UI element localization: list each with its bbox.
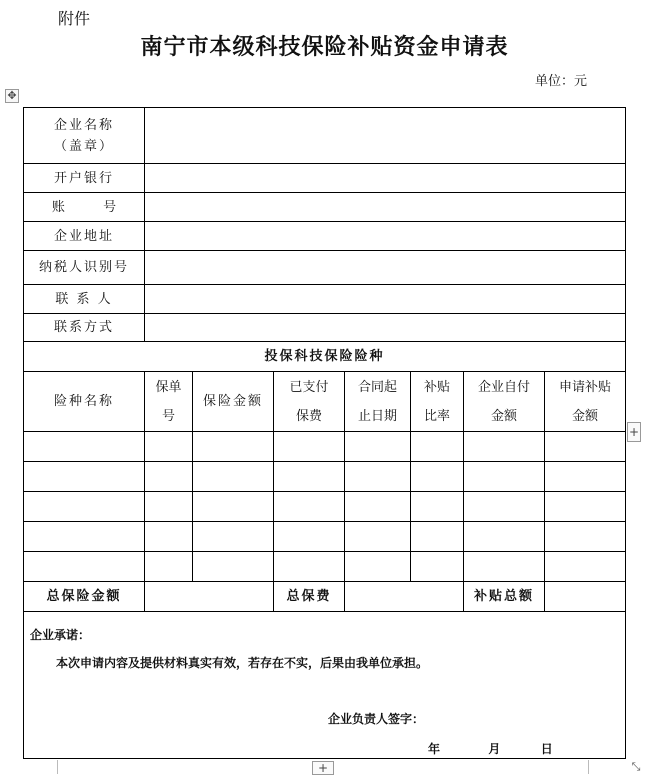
insurance-cell[interactable] [193, 522, 274, 552]
column-header-text: 比率 [423, 408, 450, 424]
insurance-cell[interactable] [274, 462, 345, 492]
insurance-cell[interactable] [545, 552, 626, 582]
date-row [428, 742, 553, 757]
column-header-text: 止日期 [357, 408, 397, 424]
account-field[interactable] [145, 193, 626, 222]
contact-method-field[interactable] [145, 314, 626, 342]
insurance-cell[interactable] [24, 432, 145, 462]
account-label-cell [24, 193, 145, 222]
page-title: 南宁市本级科技保险补贴资金申请表 [140, 34, 509, 60]
insurance-column-header [464, 372, 545, 432]
insurance-cell[interactable] [145, 552, 193, 582]
insurance-row [24, 462, 626, 492]
total-subsidy-field[interactable] [545, 582, 626, 612]
insurance-rows [24, 432, 626, 582]
company-name-field[interactable] [145, 108, 626, 164]
insurance-cell[interactable] [545, 522, 626, 552]
add-row-button[interactable] [312, 761, 334, 775]
address-label: 企业地址 [24, 222, 145, 251]
insurance-cell[interactable] [274, 492, 345, 522]
insurance-cell[interactable] [145, 522, 193, 552]
bank-label: 开户银行 [24, 164, 145, 193]
tax-id-label: 纳税人识别号 [24, 251, 145, 285]
total-insured-label: 总保险金额 [24, 582, 145, 612]
insurance-cell[interactable] [193, 432, 274, 462]
insurance-cell[interactable] [145, 462, 193, 492]
column-header-text: 合同起 [357, 379, 397, 395]
signature-label: 企业负责人签字： [328, 712, 425, 726]
insurance-column-header [545, 372, 626, 432]
address-field[interactable] [145, 222, 626, 251]
insurance-cell[interactable] [274, 552, 345, 582]
insurance-cell[interactable] [411, 432, 464, 462]
insurance-cell[interactable] [545, 462, 626, 492]
company-name-label: 企业名称 [53, 117, 114, 133]
column-header-text: 申请补贴 [559, 379, 612, 395]
insurance-cell[interactable] [464, 522, 545, 552]
contact-person-label: 联 系 人 [24, 285, 145, 314]
tax-id-field[interactable] [145, 251, 626, 285]
account-label-char-2: 号 [103, 199, 117, 215]
plus-icon: + [317, 761, 329, 775]
insurance-cell[interactable] [345, 492, 411, 522]
insurance-cell[interactable] [24, 522, 145, 552]
application-form-table [23, 107, 626, 759]
total-insured-field[interactable] [145, 582, 274, 612]
column-header-text: 金额 [572, 408, 599, 424]
insurance-section-title: 投保科技保险险种 [24, 342, 626, 372]
insurance-cell[interactable] [145, 432, 193, 462]
plus-icon: + [628, 425, 640, 439]
year-label: 年 [428, 742, 441, 756]
total-subsidy-label: 补贴总额 [464, 582, 545, 612]
total-premium-label: 总保费 [274, 582, 345, 612]
column-header-text: 号 [161, 408, 175, 424]
insurance-cell[interactable] [411, 492, 464, 522]
insurance-column-header [274, 372, 345, 432]
insurance-cell[interactable] [345, 462, 411, 492]
column-header-text: 企业自付 [477, 379, 530, 395]
insurance-cell[interactable] [545, 492, 626, 522]
insurance-cell[interactable] [274, 522, 345, 552]
month-label: 月 [488, 742, 501, 756]
insurance-cell[interactable] [464, 462, 545, 492]
insurance-cell[interactable] [411, 522, 464, 552]
insurance-cell[interactable] [345, 552, 411, 582]
contact-method-label: 联系方式 [24, 314, 145, 342]
insurance-cell[interactable] [464, 432, 545, 462]
insurance-cell[interactable] [345, 432, 411, 462]
insurance-cell[interactable] [193, 462, 274, 492]
company-name-label-cell [24, 108, 145, 164]
insurance-row [24, 432, 626, 462]
total-premium-field[interactable] [345, 582, 464, 612]
table-resize-handle[interactable] [629, 760, 643, 774]
insurance-column-header [193, 372, 274, 432]
column-header-text: 险种名称 [53, 394, 114, 409]
insurance-cell[interactable] [411, 462, 464, 492]
insurance-cell[interactable] [145, 492, 193, 522]
column-header-text: 保费 [295, 408, 322, 424]
promise-title: 企业承诺： [30, 628, 91, 642]
insurance-column-header [345, 372, 411, 432]
insurance-row [24, 492, 626, 522]
insurance-row [24, 552, 626, 582]
table-move-handle[interactable] [5, 89, 19, 103]
column-header-text: 补贴 [423, 379, 450, 395]
resize-icon: ⤡ [631, 760, 641, 773]
insurance-cell[interactable] [545, 432, 626, 462]
insurance-column-header [24, 372, 145, 432]
insurance-cell[interactable] [24, 492, 145, 522]
insurance-cell[interactable] [411, 552, 464, 582]
insurance-header-row [24, 372, 626, 432]
insurance-cell[interactable] [274, 432, 345, 462]
insurance-cell[interactable] [464, 552, 545, 582]
account-label-char-1: 账 [51, 199, 65, 215]
insurance-cell[interactable] [24, 462, 145, 492]
attachment-label: 附件 [58, 9, 91, 28]
column-header-text: 保单 [155, 379, 182, 395]
page-corner-mark [588, 760, 608, 774]
insurance-cell[interactable] [24, 552, 145, 582]
insurance-row [24, 522, 626, 552]
move-icon: ✥ [7, 89, 17, 102]
column-header-text: 保险金额 [202, 394, 263, 409]
seal-label: （盖章） [53, 138, 114, 154]
bank-field[interactable] [145, 164, 626, 193]
day-label: 日 [540, 742, 553, 756]
page-corner-mark [38, 760, 58, 774]
contact-person-field[interactable] [145, 285, 626, 314]
insurance-cell[interactable] [464, 492, 545, 522]
column-header-text: 已支付 [289, 379, 329, 395]
insurance-cell[interactable] [193, 492, 274, 522]
promise-text: 本次申请内容及提供材料真实有效，若存在不实，后果由我单位承担。 [56, 656, 429, 670]
insurance-column-header [411, 372, 464, 432]
unit-label: 单位：元 [534, 74, 587, 89]
insurance-cell[interactable] [193, 552, 274, 582]
insurance-cell[interactable] [345, 522, 411, 552]
add-column-button[interactable] [627, 422, 641, 442]
promise-cell [24, 612, 626, 759]
column-header-text: 金额 [490, 408, 517, 424]
insurance-column-header [145, 372, 193, 432]
